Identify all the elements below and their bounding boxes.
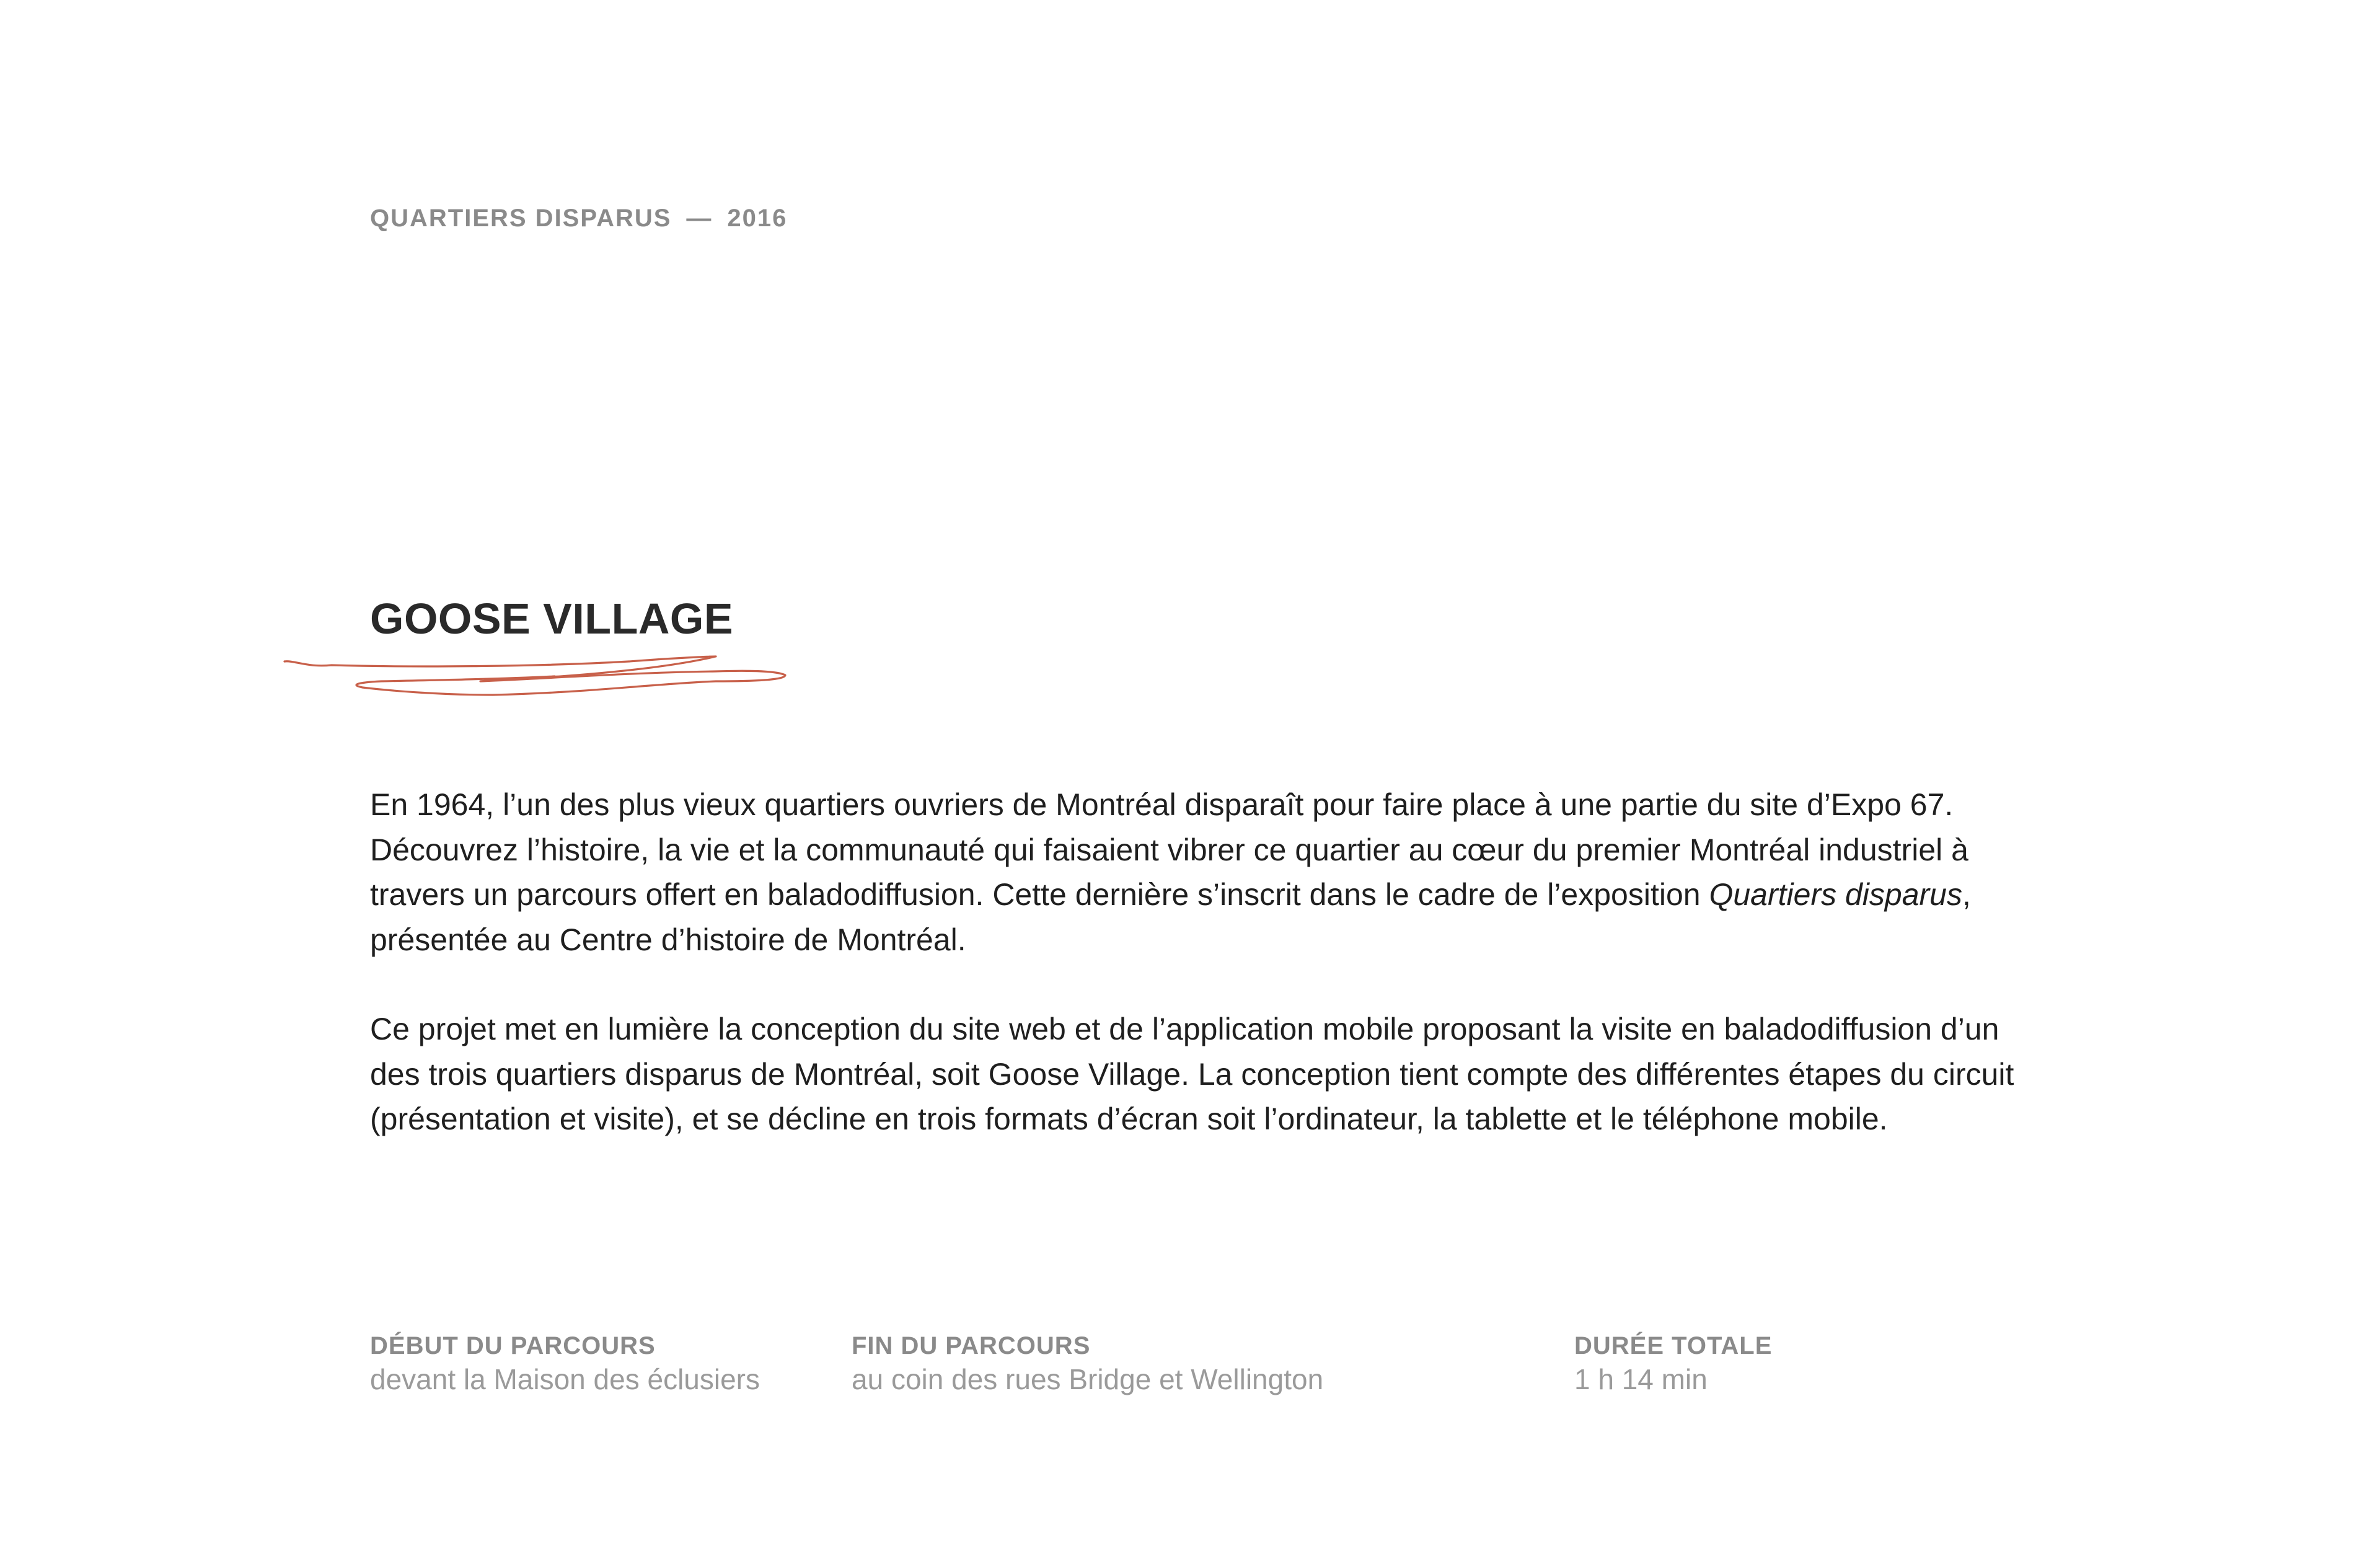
route-duration-label: DURÉE TOTALE	[1574, 1332, 1773, 1359]
exhibition-title: Quartiers disparus	[1709, 877, 1962, 912]
paragraph-1-text: En 1964, l’un des plus vieux quartiers ouvriers de Montréal disparaît pour faire place à une partie du site d’Expo 67. Découvrez l’histoire, la vie et la communauté qui faisaient vibrer ce quartier au cœur du premier Montréal industriel à travers un parcours offert en baladodiffusion. Cette dernière s’inscrit dans le cadre de l’exposition	[370, 787, 1968, 912]
route-start	[370, 1330, 760, 1397]
paragraph-1-end: , présentée au Centre d’histoire de Montréal.	[370, 877, 1971, 957]
description-paragraph-2: Ce projet met en lumière la conception du site web et de l’application mobile proposant la visite en baladodiffusion d’un des trois quartiers disparus de Montréal, soit Goose Village. La conception tient compte des différentes étapes du circuit (présentation et visite), et se décline en trois formats d’écran soit l’ordinateur, la tablette et le téléphone mobile.	[370, 1012, 2014, 1136]
route-duration	[1574, 1330, 1772, 1397]
route-end-value: au coin des rues Bridge et Wellington	[852, 1363, 1324, 1395]
route-start-value: devant la Maison des éclusiers	[370, 1363, 760, 1395]
route-end-label: FIN DU PARCOURS	[852, 1332, 1091, 1359]
route-start-label: DÉBUT DU PARCOURS	[370, 1332, 656, 1359]
route-end	[852, 1330, 1323, 1397]
hand-drawn-underline	[282, 654, 790, 710]
project-description	[370, 782, 2019, 1186]
route-duration-value: 1 h 14 min	[1574, 1363, 1708, 1395]
project-eyebrow	[370, 205, 787, 232]
underline-stroke	[284, 656, 785, 695]
page-title: GOOSE VILLAGE	[370, 594, 734, 643]
description-paragraph-1	[370, 782, 2019, 962]
eyebrow-separator: —	[686, 205, 713, 232]
project-year: 2016	[727, 205, 788, 232]
project-name: QUARTIERS DISPARUS	[370, 205, 672, 232]
